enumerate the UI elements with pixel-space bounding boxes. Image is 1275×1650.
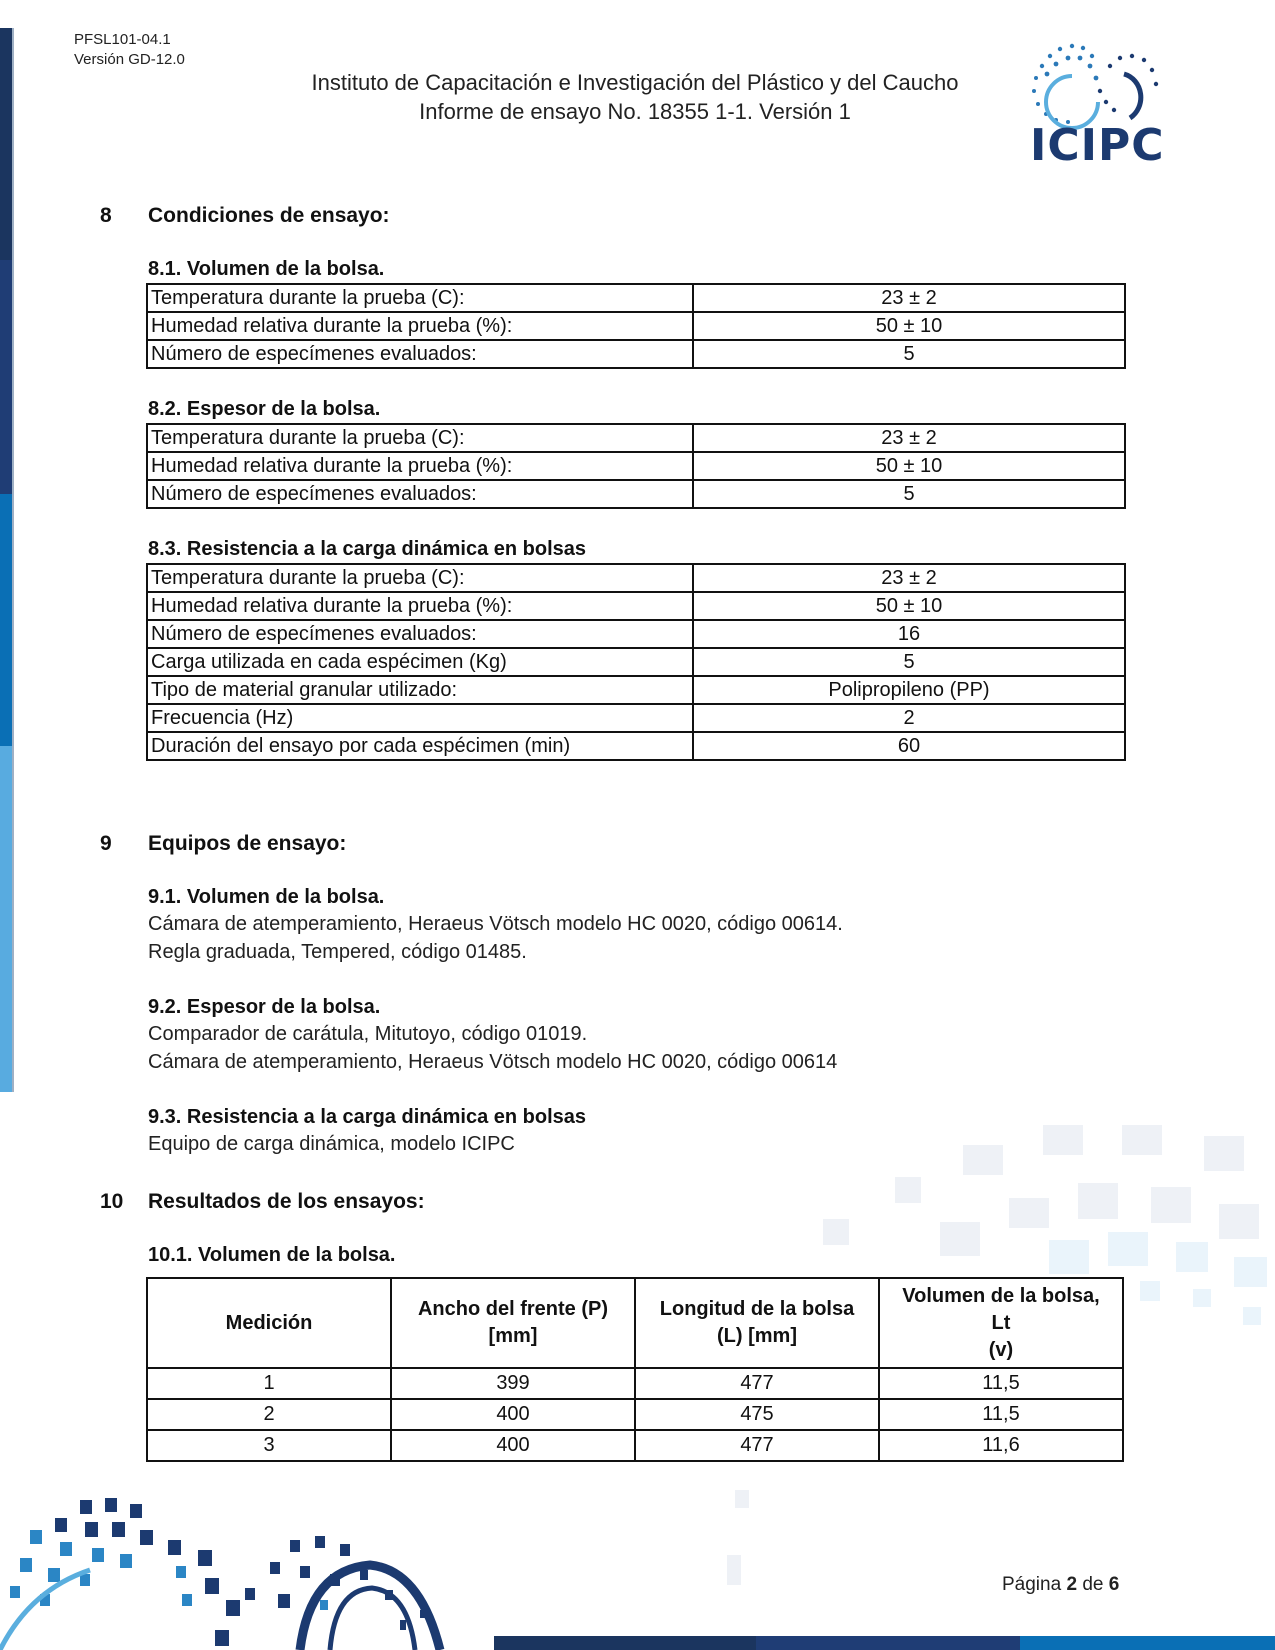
logo-text: ICIPC xyxy=(1030,120,1165,171)
section-title: Equipos de ensayo: xyxy=(148,832,347,855)
row-value: 60 xyxy=(693,732,1125,760)
row-value: 50 ± 10 xyxy=(693,312,1125,340)
subsection-9-3-title: 9.3. Resistencia a la carga dinámica en bolsas xyxy=(148,1106,586,1128)
section-number: 8 xyxy=(100,204,112,227)
cell-width: 400 xyxy=(391,1430,635,1461)
side-stripe-dark-blue xyxy=(0,260,12,494)
equipment-item: Regla graduada, Tempered, código 01485. xyxy=(148,941,527,963)
subsection-8-1-title: 8.1. Volumen de la bolsa. xyxy=(148,258,385,280)
row-label: Humedad relativa durante la prueba (%): xyxy=(147,592,693,620)
footer-bar-dark-blue xyxy=(756,1636,1020,1650)
table-row xyxy=(147,284,1125,312)
row-label: Temperatura durante la prueba (C): xyxy=(147,284,693,312)
row-label: Temperatura durante la prueba (C): xyxy=(147,564,693,592)
page-header xyxy=(250,68,1020,126)
table-row xyxy=(147,564,1125,592)
cell-volume: 11,5 xyxy=(879,1399,1123,1430)
table-row xyxy=(147,592,1125,620)
cell-width: 399 xyxy=(391,1368,635,1399)
side-stripe-edge xyxy=(12,28,14,1092)
row-value: 23 ± 2 xyxy=(693,284,1125,312)
row-label: Número de especímenes evaluados: xyxy=(147,480,693,508)
section-number: 9 xyxy=(100,832,112,855)
row-value: 5 xyxy=(693,340,1125,368)
conditions-table-volume xyxy=(146,283,1126,369)
cell-length: 477 xyxy=(635,1430,879,1461)
table-row xyxy=(147,312,1125,340)
cell-width: 400 xyxy=(391,1399,635,1430)
table-header-row xyxy=(147,1278,1123,1368)
row-value: 50 ± 10 xyxy=(693,592,1125,620)
equipment-item: Cámara de atemperamiento, Heraeus Vötsch modelo HC 0020, código 00614 xyxy=(148,1051,838,1073)
table-row xyxy=(147,620,1125,648)
document-version: Versión GD-12.0 xyxy=(74,51,185,68)
table-row xyxy=(147,1430,1123,1461)
table-row xyxy=(147,704,1125,732)
cell-volume: 11,6 xyxy=(879,1430,1123,1461)
page-total: 6 xyxy=(1108,1574,1120,1595)
report-title: Informe de ensayo No. 18355 1-1. Versión 1 xyxy=(419,99,851,124)
cell-length: 477 xyxy=(635,1368,879,1399)
document-code-block xyxy=(74,30,185,70)
page-current: 2 xyxy=(1066,1574,1078,1595)
results-table-volume xyxy=(146,1277,1124,1462)
document-code: PFSL101-04.1 xyxy=(74,31,171,48)
footer-bar-navy xyxy=(494,1636,756,1650)
row-value: 23 ± 2 xyxy=(693,564,1125,592)
row-label: Humedad relativa durante la prueba (%): xyxy=(147,452,693,480)
column-header-length: Longitud de la bolsa (L) [mm] xyxy=(635,1278,879,1368)
table-row xyxy=(147,480,1125,508)
row-label: Número de especímenes evaluados: xyxy=(147,620,693,648)
row-value: 2 xyxy=(693,704,1125,732)
subsection-8-3-title: 8.3. Resistencia a la carga dinámica en bolsas xyxy=(148,538,586,560)
conditions-table-dynamic-load xyxy=(146,563,1126,761)
table-row xyxy=(147,424,1125,452)
equipment-list-dynamic-load xyxy=(148,1130,515,1158)
row-label: Tipo de material granular utilizado: xyxy=(147,676,693,704)
subsection-9-1-title: 9.1. Volumen de la bolsa. xyxy=(148,886,385,908)
side-stripe-light-blue xyxy=(0,746,12,1092)
subsection-8-2-title: 8.2. Espesor de la bolsa. xyxy=(148,398,381,420)
row-label: Duración del ensayo por cada espécimen (min) xyxy=(147,732,693,760)
column-header-width: Ancho del frente (P) [mm] xyxy=(391,1278,635,1368)
cell-measurement: 3 xyxy=(147,1430,391,1461)
table-row xyxy=(147,676,1125,704)
side-stripe-navy xyxy=(0,28,12,260)
table-row xyxy=(147,1399,1123,1430)
conditions-table-thickness xyxy=(146,423,1126,509)
cell-measurement: 2 xyxy=(147,1399,391,1430)
row-label: Humedad relativa durante la prueba (%): xyxy=(147,312,693,340)
equipment-item: Comparador de carátula, Mitutoyo, código 01019. xyxy=(148,1023,588,1045)
table-row xyxy=(147,648,1125,676)
column-header-volume: Volumen de la bolsa, Lt (v) xyxy=(879,1278,1123,1368)
row-value: 5 xyxy=(693,480,1125,508)
footer-bar-blue xyxy=(1020,1636,1275,1650)
equipment-list-thickness xyxy=(148,1020,837,1076)
section-9-heading xyxy=(100,832,346,856)
table-row xyxy=(147,340,1125,368)
table-row xyxy=(147,1368,1123,1399)
subsection-10-1-title: 10.1. Volumen de la bolsa. xyxy=(148,1244,396,1266)
page-of-label: de xyxy=(1082,1574,1104,1595)
subsection-9-2-title: 9.2. Espesor de la bolsa. xyxy=(148,996,381,1018)
section-title: Condiciones de ensayo: xyxy=(148,204,390,227)
section-8-heading xyxy=(100,204,390,228)
section-10-heading xyxy=(100,1190,425,1214)
row-value: Polipropileno (PP) xyxy=(693,676,1125,704)
row-value: 23 ± 2 xyxy=(693,424,1125,452)
row-label: Temperatura durante la prueba (C): xyxy=(147,424,693,452)
side-stripe-blue xyxy=(0,494,12,746)
equipment-list-volume xyxy=(148,910,843,966)
row-value: 16 xyxy=(693,620,1125,648)
section-number: 10 xyxy=(100,1190,124,1213)
row-value: 5 xyxy=(693,648,1125,676)
section-title: Resultados de los ensayos: xyxy=(148,1190,425,1213)
row-value: 50 ± 10 xyxy=(693,452,1125,480)
row-label: Carga utilizada en cada espécimen (Kg) xyxy=(147,648,693,676)
row-label: Frecuencia (Hz) xyxy=(147,704,693,732)
page-label: Página xyxy=(1002,1574,1062,1595)
row-label: Número de especímenes evaluados: xyxy=(147,340,693,368)
equipment-item: Cámara de atemperamiento, Heraeus Vötsch modelo HC 0020, código 00614. xyxy=(148,913,843,935)
cell-volume: 11,5 xyxy=(879,1368,1123,1399)
cell-measurement: 1 xyxy=(147,1368,391,1399)
column-header-measurement: Medición xyxy=(147,1278,391,1368)
institute-name: Instituto de Capacitación e Investigación del Plástico y del Caucho xyxy=(311,70,959,95)
table-row xyxy=(147,732,1125,760)
footer-logo-pattern-icon xyxy=(0,1470,480,1650)
equipment-item: Equipo de carga dinámica, modelo ICIPC xyxy=(148,1133,515,1155)
table-row xyxy=(147,452,1125,480)
page-number xyxy=(1002,1574,1119,1596)
cell-length: 475 xyxy=(635,1399,879,1430)
